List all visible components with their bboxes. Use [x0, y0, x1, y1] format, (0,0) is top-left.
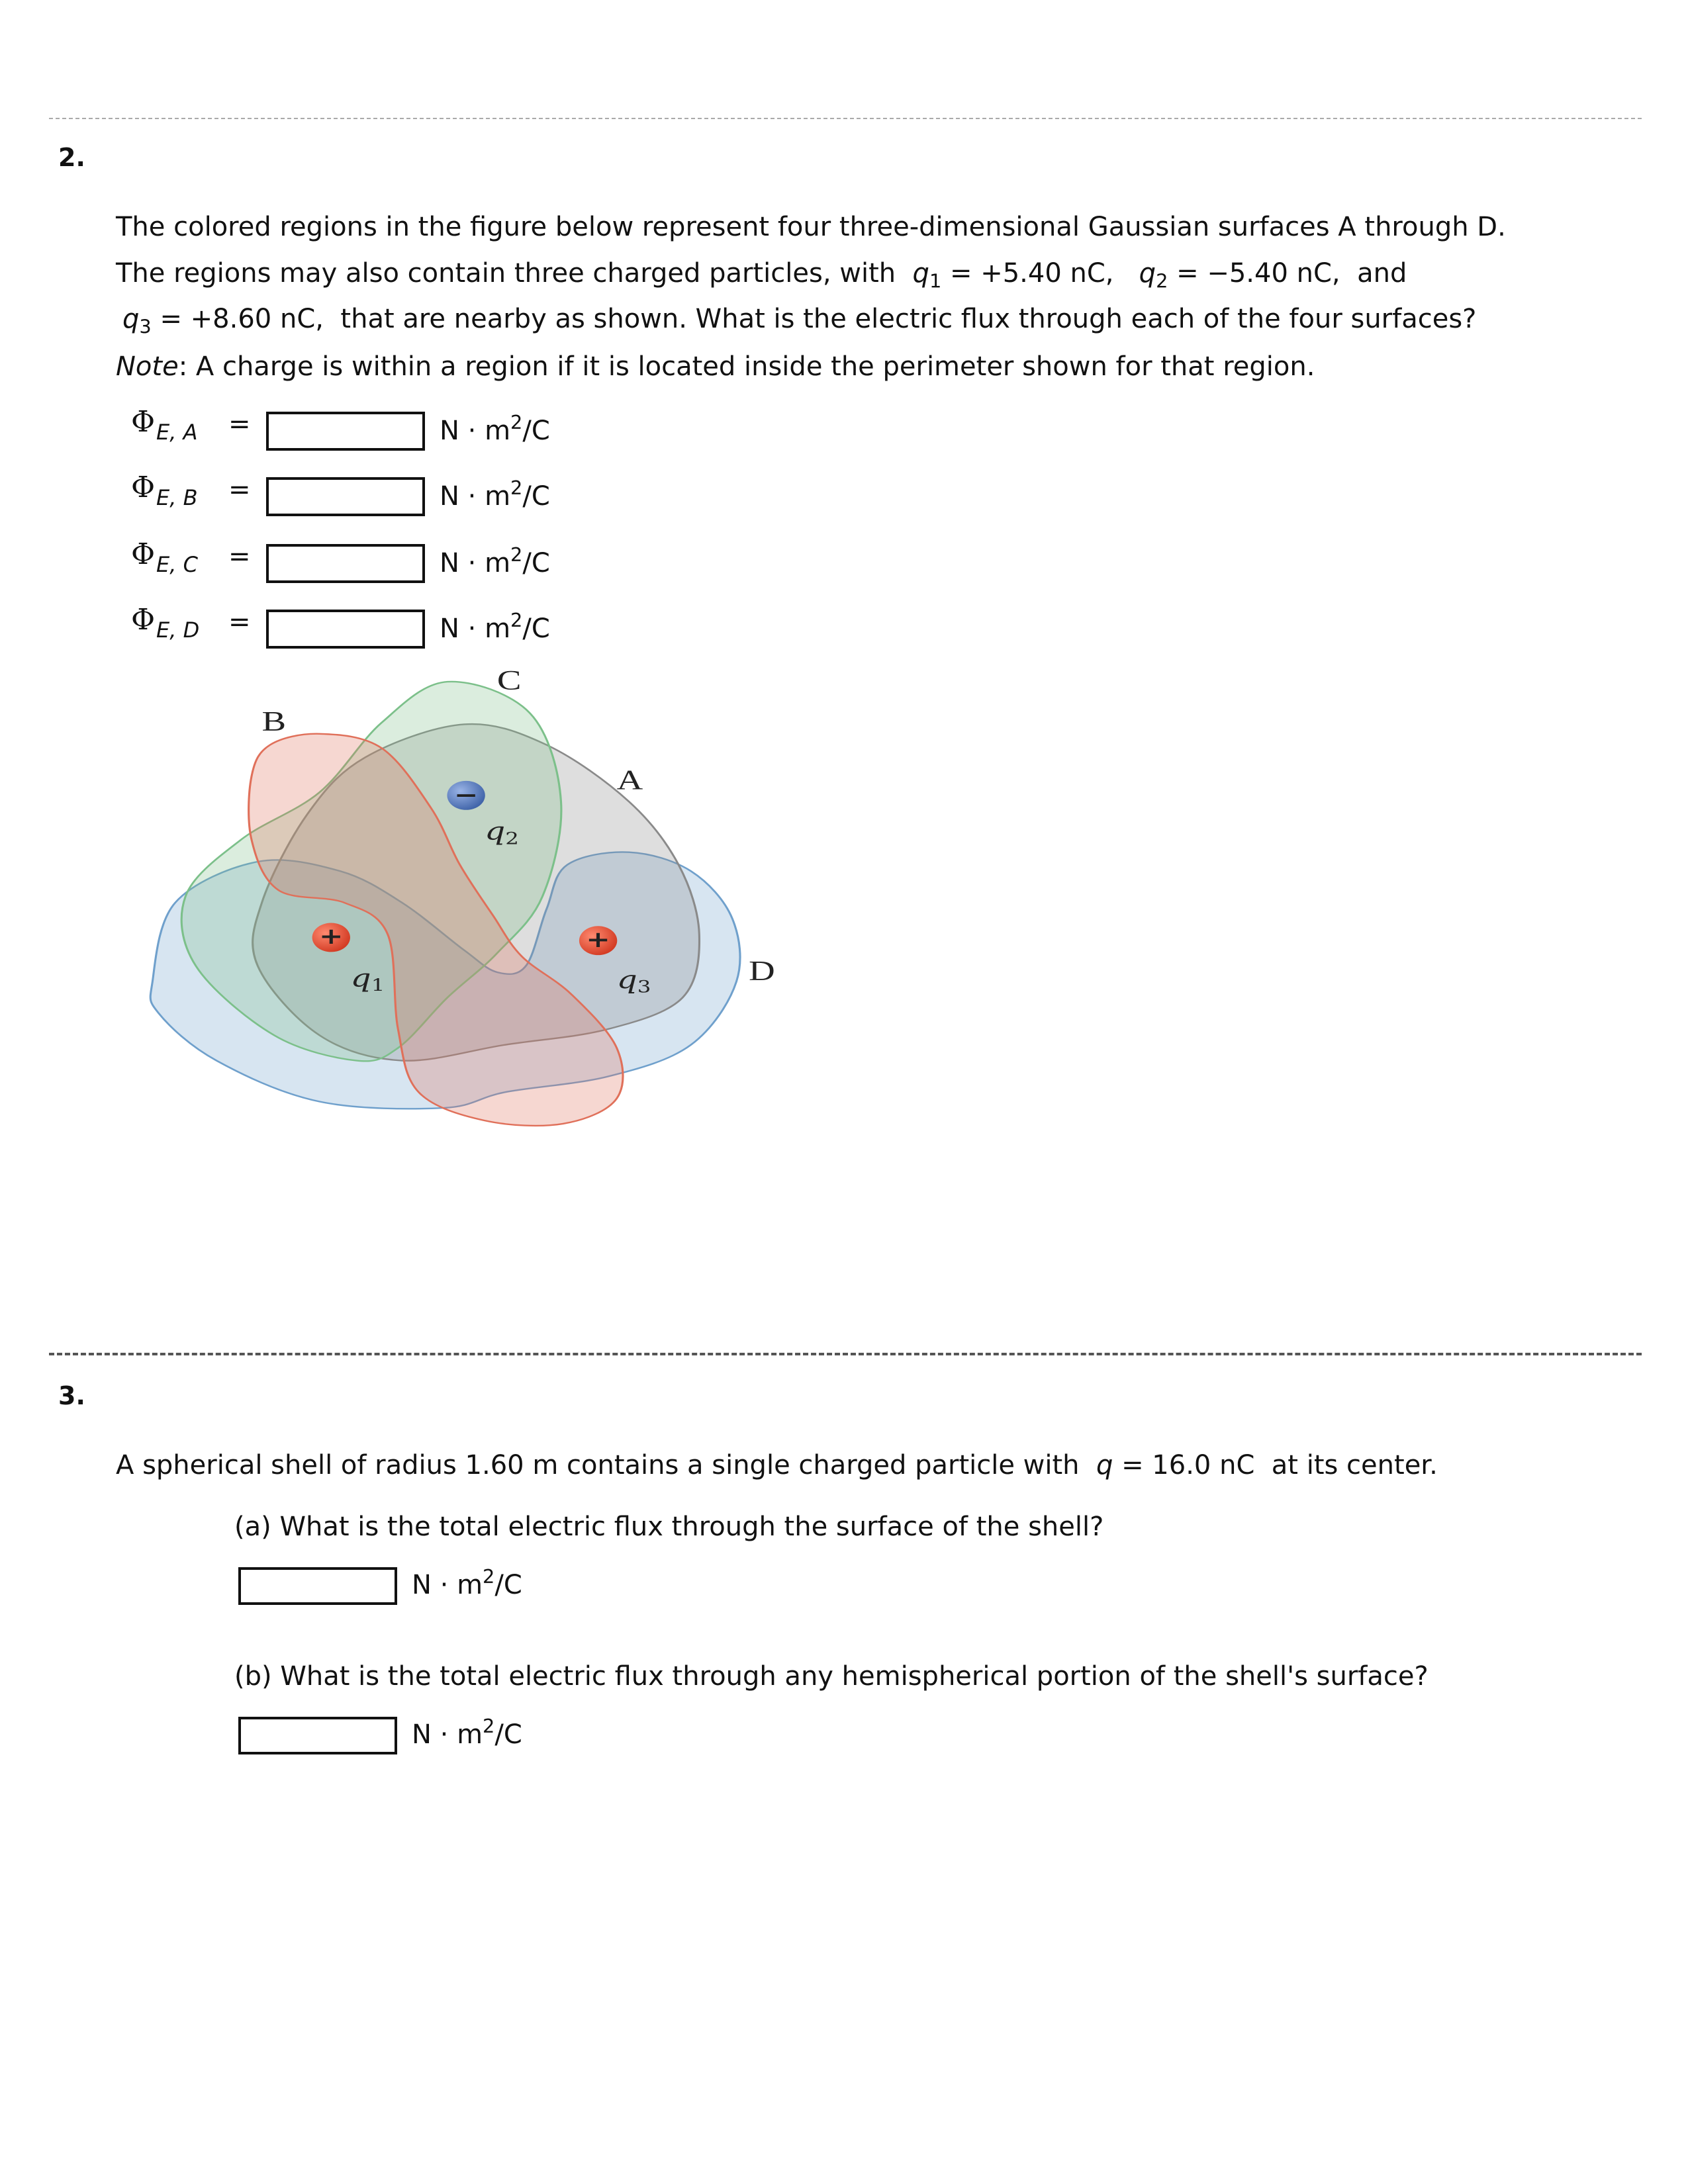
q1-symbol: q — [912, 258, 929, 289]
q3-symbol: q — [122, 304, 140, 334]
divider-top — [49, 118, 1642, 119]
flux-b-input[interactable] — [266, 477, 425, 516]
problem-2-line-1: The colored regions in the figure below represent four three-dimensional Gaussian surfaces A through D. — [116, 212, 1506, 242]
unit-label — [440, 543, 550, 580]
unit-label — [412, 1715, 522, 1751]
charge-sign: − — [453, 782, 479, 808]
phi-symbol: Φ — [131, 603, 156, 637]
label-a: A — [616, 764, 643, 796]
divider-problem-3 — [49, 1353, 1642, 1355]
unit-denominator: /C — [522, 481, 550, 512]
unit-exponent: 2 — [510, 411, 523, 434]
unit-label — [412, 1565, 522, 1602]
problem-2-line-3 — [122, 302, 1476, 336]
note-text: : A charge is within a region if it is located inside the perimeter shown for that region. — [178, 351, 1315, 382]
unit-exponent: 2 — [510, 477, 523, 500]
phi-subscript: E, D — [156, 617, 200, 643]
unit-label — [440, 411, 550, 447]
part-a-question: (a) What is the total electric flux through the surface of the shell? — [234, 1512, 1104, 1542]
equals-sign: = — [228, 409, 251, 439]
phi-symbol: Φ — [131, 405, 156, 439]
charge-subscript: 1 — [371, 975, 385, 995]
unit-denominator: /C — [494, 1719, 522, 1750]
problem-3-number: 3. — [58, 1381, 85, 1410]
q3-value: = +8.60 nC, — [160, 304, 324, 334]
flux-d-input[interactable] — [266, 610, 425, 649]
charge-sign: + — [586, 927, 610, 953]
text: The regions may also contain three charged particles, with — [116, 258, 896, 289]
gaussian-surfaces-figure — [146, 669, 782, 1136]
unit-base: N · m — [440, 416, 511, 446]
unit-exponent: 2 — [510, 543, 523, 567]
equals-sign: = — [228, 607, 251, 637]
text: = 16.0 nC at its center. — [1121, 1450, 1438, 1480]
unit-base: N · m — [412, 1719, 483, 1750]
q1-value: = +5.40 nC, — [949, 258, 1114, 289]
text: A spherical shell of radius 1.60 m contains a single charged particle with — [116, 1450, 1080, 1480]
charge-symbol: q — [616, 966, 637, 995]
unit-denominator: /C — [522, 416, 550, 446]
label-d: D — [749, 955, 775, 987]
unit-exponent: 2 — [483, 1565, 495, 1588]
phi-subscript: E, B — [156, 485, 198, 510]
text: and — [1357, 258, 1407, 289]
problem-3-statement — [116, 1449, 1438, 1482]
unit-denominator: /C — [522, 548, 550, 578]
q2-value: = −5.40 nC, — [1176, 258, 1340, 289]
phi-subscript: E, A — [156, 420, 198, 445]
problem-2-note — [116, 350, 1315, 383]
part-a-input[interactable] — [238, 1567, 397, 1605]
note-label: Note — [116, 351, 179, 382]
unit-base: N · m — [412, 1570, 483, 1600]
q2-subscript: 2 — [1156, 269, 1168, 293]
unit-exponent: 2 — [510, 609, 523, 632]
q1-subscript: 1 — [929, 269, 942, 293]
flux-c-input[interactable] — [266, 544, 425, 583]
charge-subscript: 3 — [637, 977, 651, 997]
phi-symbol: Φ — [131, 537, 156, 571]
phi-symbol: Φ — [131, 471, 156, 504]
unit-exponent: 2 — [483, 1715, 495, 1738]
unit-base: N · m — [440, 481, 511, 512]
flux-a-input[interactable] — [266, 412, 425, 451]
label-b: B — [261, 705, 287, 737]
part-b-question: (b) What is the total electric flux through any hemispherical portion of the shell's surface? — [234, 1661, 1429, 1692]
charge-symbol: q — [350, 964, 371, 993]
problem-2-number: 2. — [58, 143, 85, 172]
unit-denominator: /C — [522, 614, 550, 644]
charge-subscript: 2 — [505, 829, 519, 848]
equals-sign: = — [228, 475, 251, 505]
text: that are nearby as shown. What is the electric flux through each of the four surfaces? — [340, 304, 1477, 334]
q2-symbol: q — [1139, 258, 1156, 289]
unit-base: N · m — [440, 614, 511, 644]
unit-label — [440, 477, 550, 513]
unit-label — [440, 609, 550, 645]
phi-subscript: E, C — [156, 552, 198, 577]
unit-denominator: /C — [494, 1570, 522, 1600]
label-c: C — [496, 669, 522, 696]
unit-base: N · m — [440, 548, 511, 578]
problem-2-line-2 — [116, 257, 1407, 293]
equals-sign: = — [228, 541, 251, 572]
part-b-input[interactable] — [238, 1717, 397, 1754]
charge-symbol: q — [485, 817, 506, 846]
q-symbol: q — [1096, 1450, 1113, 1480]
q3-subscript: 3 — [139, 315, 152, 338]
charge-sign: + — [318, 923, 344, 950]
